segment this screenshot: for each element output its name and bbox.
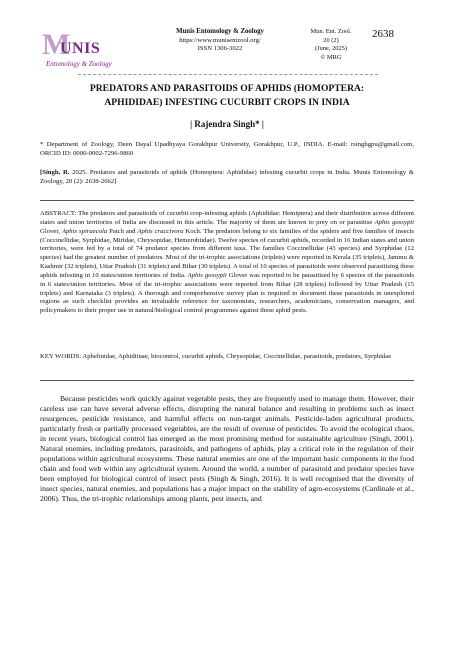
title-line: PREDATORS AND PARASITOIDS OF APHIDS (HOMOPTERA:	[89, 83, 365, 94]
author-name: | Rajendra Singh* |	[190, 119, 264, 129]
citation-bold: [Singh, R.	[40, 169, 70, 176]
title-line: APHIDIDAE) INFESTING CUCURBIT CROPS IN INDIA	[104, 96, 350, 108]
citation-line: © MRG	[320, 53, 342, 61]
paper-title	[40, 82, 414, 109]
abstract-text: Glover,	[40, 227, 62, 235]
species-name: Aphis gossypii	[187, 271, 227, 279]
citation-line: (June, 2025)	[315, 45, 347, 53]
journal-info	[150, 28, 290, 54]
svg-text:M: M	[42, 28, 71, 61]
citation-text: 2025. Predators and parasitoids of aphids (Homoptera: Aphididae) infesting cucurbit crops in India. Munis Entomology & Zoology, 20 (2): 2638-2662]	[40, 169, 415, 186]
issn: ISSN 1306-3022	[197, 45, 243, 53]
keywords-text: Aphelinidae, Aphidiinae, biocontrol, cucurbit aphids, Chrysopidae, Coccinellidae, parasitoids, predators, Syrphidae	[81, 353, 392, 360]
citation-line: 20 (2)	[323, 36, 339, 44]
section-divider	[40, 200, 414, 201]
svg-text:Entomology & Zoology: Entomology & Zoology	[46, 60, 112, 68]
journal-url[interactable]: https://www.munisentzool.org/	[179, 36, 261, 44]
keywords-label: KEY WORDS:	[40, 353, 82, 360]
journal-name: Munis Entomology & Zoology	[176, 28, 264, 35]
keywords	[40, 352, 414, 361]
abstract	[40, 210, 414, 316]
abstract-text: Koch. The predators belong to six families of the spiders and five families of insects (Coccinellidae, Syrphidae, Miridae, Chrysopidae, Hemerobiidae). Twelve species of cucurbit aphids, recorded in 16 Indian states and union territories, were fed by a total of 74 predator species from different taxa. The families Coccinellidae (43 species) and Syrphidae (12 species) had the greatest number of predators. Most of the tri-trophic associations (triplets) were reported in Kerala (35 triplets), Jammu & Kashmir (32 triplets), Uttar Pradesh (31 triplets) and Bihar (30 triplets). A total of 10 species of parasitoids were observed parasitising these aphids infesting in 10 states/union territories of India.	[40, 227, 414, 279]
species-name: Aphis gossypii	[374, 218, 415, 226]
citation-box	[306, 28, 356, 62]
citation-line: Mun. Ent. Zool.	[310, 28, 352, 35]
journal-logo	[40, 25, 152, 69]
species-name: Aphis craccivora	[137, 227, 184, 235]
header-divider	[78, 74, 378, 75]
abstract-text: The predators and parasitoids of cucurbit crop-infesting aphids (Aphididae: Hemiptera) and their distribution across different states and union territories of India are discussed in this article. The majority of them are known to prey on or parasitise	[40, 210, 414, 226]
abstract-text: Patch and	[107, 227, 138, 235]
abstract-text: Glover was reported to be parasitised by 6 species of the parasitoids in 6 states/union territories. Most of the tri-trophic associations were reported from Bihar (28 triplets) followed by Uttar Pradesh (15 triplets) and Karnataka (3 triplets). A thorough and comprehensive survey plan is required to document these parasitoids in unexplored regions as such checklist provides an invaluable reference for taxonomists, researchers, academicians, conservation managers, and policymakers to their proper use in natural/biological control programmes against these aphid pests.	[40, 271, 415, 315]
body-paragraph: Because pesticides work quickly against vegetable pests, they are frequently used to manage them. However, their careless use can have several adverse effects, disrupting the natural balance and resulting in problems such as insect resurgences, pesticide resistance, and harmful effects on non-target animals. Pesticide-laden agricultural products, particularly fresh or partially processed vegetables, are the result of overuse of pesticides. To avoid the ecological chaos, in recent years, biological control has emerged as the most promising method for sustainable agriculture (Singh, 2001). Natural enemies, including predators, parasitoids, and pathogens of aphids, play a critical role in the regulation of their populations within agricultural ecosystems. These natural enemies are one of the important basic components in the food chain and food web within any agricultural system. Around the world, a number of parasitoid and predator species have been employed for biological control of insect pests (Singh & Singh, 2016). It is well recognised that the diversity of insect species, natural enemies, and populations has a major impact on the stability of agro-ecosystems (Cardinale et al., 2006). Thus, the tri-trophic relationships among plants, pest insects, and	[40, 394, 414, 504]
author-affiliation: * Department of Zoology, Deen Dayal Upadhyaya Gorakhpur University, Gorakhpur, U.P., INDIA. E-mail: rsinghgpu@gmail.com, ORCID ID: 0000-0002-7296-9860	[40, 141, 414, 158]
species-name: Aphis spiraecola	[61, 227, 108, 235]
section-divider	[40, 380, 414, 381]
citation-reference	[40, 168, 414, 187]
page-number: 2638	[372, 28, 394, 40]
abstract-label: ABSTRACT:	[40, 210, 77, 217]
svg-text:UNIS: UNIS	[60, 40, 101, 57]
